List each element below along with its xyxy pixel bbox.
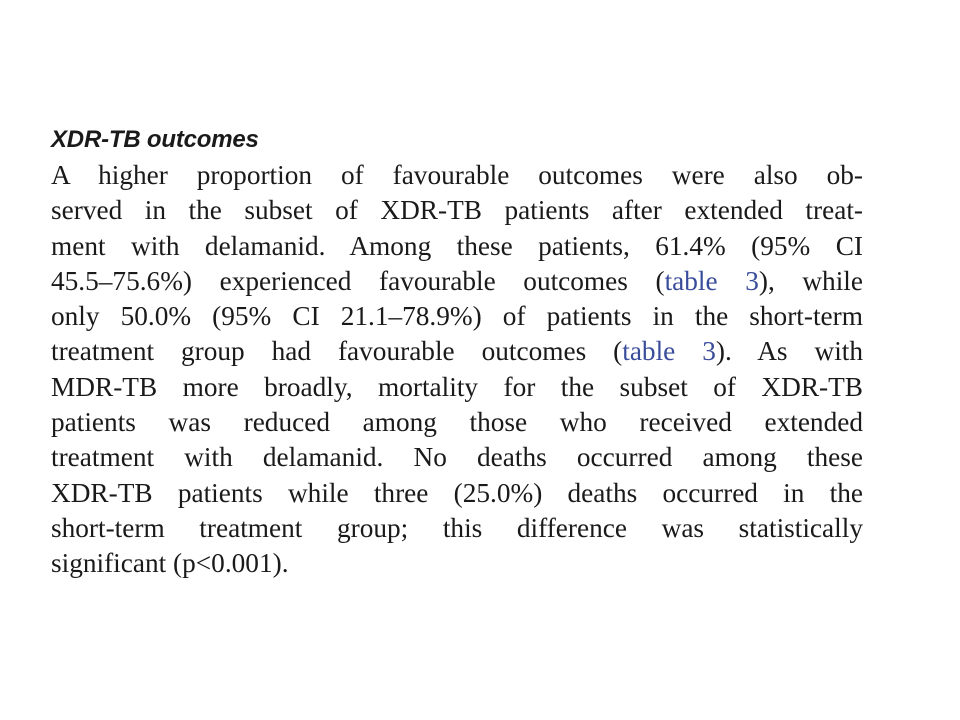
paragraph-text: ). As with bbox=[715, 336, 864, 367]
paragraph-line bbox=[51, 546, 863, 581]
table-3-reference-link[interactable]: table 3 bbox=[622, 336, 716, 367]
paragraph-text: A higher proportion of favourable outcomes were also ob- bbox=[51, 160, 863, 190]
article-section bbox=[51, 122, 863, 582]
body-paragraph bbox=[51, 158, 863, 582]
paragraph-text: served in the subset of XDR-TB patients after extended treat- bbox=[51, 195, 863, 226]
paragraph-text: 45.5–75.6%) experienced favourable outcomes ( bbox=[51, 265, 665, 296]
paragraph-text: ), while bbox=[758, 265, 863, 296]
paragraph-text: patients was reduced among those who received extended bbox=[51, 407, 863, 438]
table-3-reference-link[interactable]: table 3 bbox=[664, 265, 759, 296]
paragraph-text: ment with delamanid. Among these patients, 61.4% (95% CI bbox=[51, 230, 863, 261]
paragraph-text: treatment group had favourable outcomes ( bbox=[51, 336, 623, 367]
paragraph-text: only 50.0% (95% CI 21.1–78.9%) of patients in the short-term bbox=[51, 301, 863, 332]
paragraph-text: MDR-TB more broadly, mortality for the subset of XDR-TB bbox=[51, 371, 863, 402]
paragraph-line bbox=[51, 405, 863, 440]
paragraph-line bbox=[51, 370, 863, 405]
paragraph-line bbox=[51, 158, 863, 193]
paragraph-text: short-term treatment group; this difference was statistically bbox=[51, 512, 863, 543]
paragraph-line bbox=[51, 476, 863, 511]
paragraph-line bbox=[51, 299, 863, 334]
paragraph-line bbox=[51, 511, 863, 546]
paragraph-line bbox=[51, 193, 863, 228]
paragraph-line bbox=[51, 229, 863, 264]
section-heading: XDR-TB outcomes bbox=[51, 126, 259, 153]
paragraph-text: XDR-TB patients while three (25.0%) deaths occurred in the bbox=[51, 477, 863, 508]
paragraph-line bbox=[51, 334, 863, 369]
paragraph-text: significant (p<0.001). bbox=[51, 548, 289, 579]
paragraph-text: treatment with delamanid. No deaths occurred among these bbox=[51, 442, 863, 473]
paragraph-line bbox=[51, 440, 863, 475]
paragraph-line bbox=[51, 264, 863, 299]
